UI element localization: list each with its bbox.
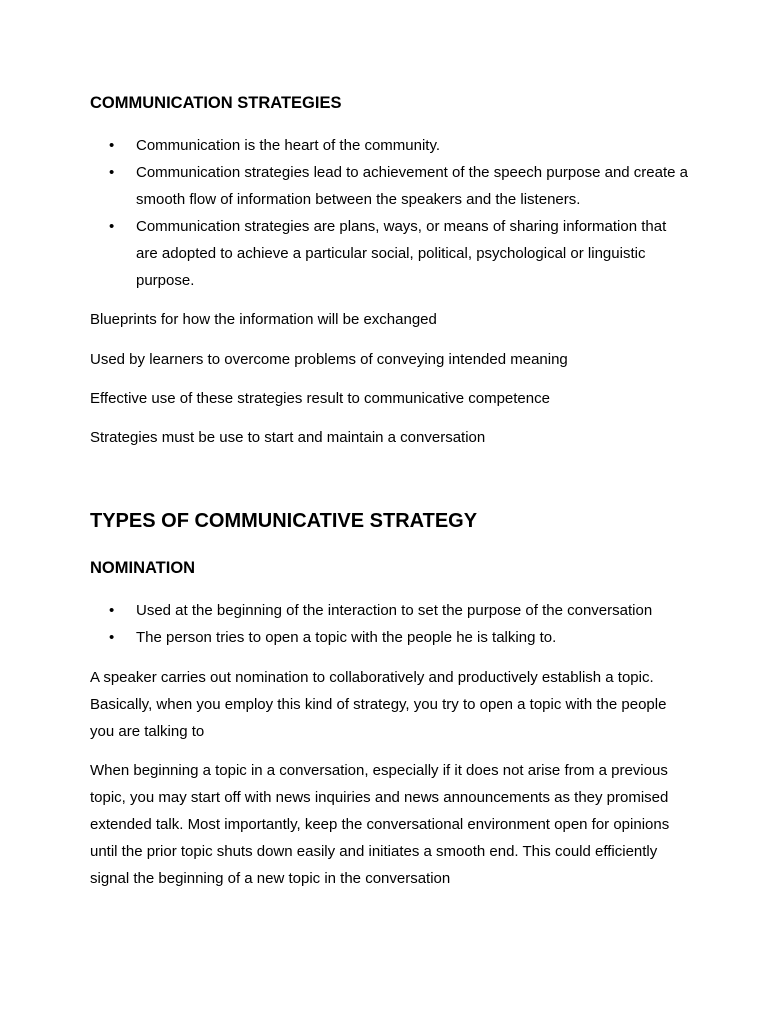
list-item-text: Communication is the heart of the community. xyxy=(136,137,441,154)
bullet-icon: • xyxy=(109,602,115,619)
communication-bullet-list xyxy=(90,132,690,294)
body-line: Strategies must be use to start and maintain a conversation xyxy=(90,429,486,446)
list-item-text: Communication strategies lead to achievement of the speech purpose and create a smooth flow of information between the speakers and the listeners. xyxy=(136,164,688,208)
nomination-bullet-list xyxy=(90,597,690,651)
bullet-icon: • xyxy=(109,137,115,154)
subheading-nomination: NOMINATION xyxy=(90,559,196,577)
bullet-icon: • xyxy=(109,218,115,235)
list-item xyxy=(90,213,690,294)
body-line: Used by learners to overcome problems of conveying intended meaning xyxy=(90,351,568,368)
section-heading-communication-strategies: COMMUNICATION STRATEGIES xyxy=(90,94,342,112)
list-item-text: Communication strategies are plans, ways, or means of sharing information that are adopted to achieve a particular social, political, psychological or linguistic purpose. xyxy=(136,218,667,289)
body-paragraph: When beginning a topic in a conversation, especially if it does not arise from a previous topic, you may start off with news inquiries and news announcements as they promised extended talk. Most importantly, keep the conversational environment open for opinions until the prior topic shuts down easily and initiates a smooth end. This could efficiently signal the beginning of a new topic in the conversation xyxy=(90,762,670,887)
body-line: Effective use of these strategies result to communicative competence xyxy=(90,390,550,407)
list-item xyxy=(90,132,690,159)
list-item-text: The person tries to open a topic with the people he is talking to. xyxy=(136,629,557,646)
body-line: Blueprints for how the information will be exchanged xyxy=(90,311,437,328)
section-heading-types-of-strategy: TYPES OF COMMUNICATIVE STRATEGY xyxy=(90,510,478,532)
list-item-text: Used at the beginning of the interaction to set the purpose of the conversation xyxy=(136,602,653,619)
body-paragraph: A speaker carries out nomination to collaboratively and productively establish a topic. Basically, when you employ this kind of strategy, you try to open a topic with the people you are talking to xyxy=(90,669,667,740)
bullet-icon: • xyxy=(109,164,115,181)
list-item xyxy=(90,624,690,651)
list-item xyxy=(90,159,690,213)
list-item xyxy=(90,597,690,624)
bullet-icon: • xyxy=(109,629,115,646)
